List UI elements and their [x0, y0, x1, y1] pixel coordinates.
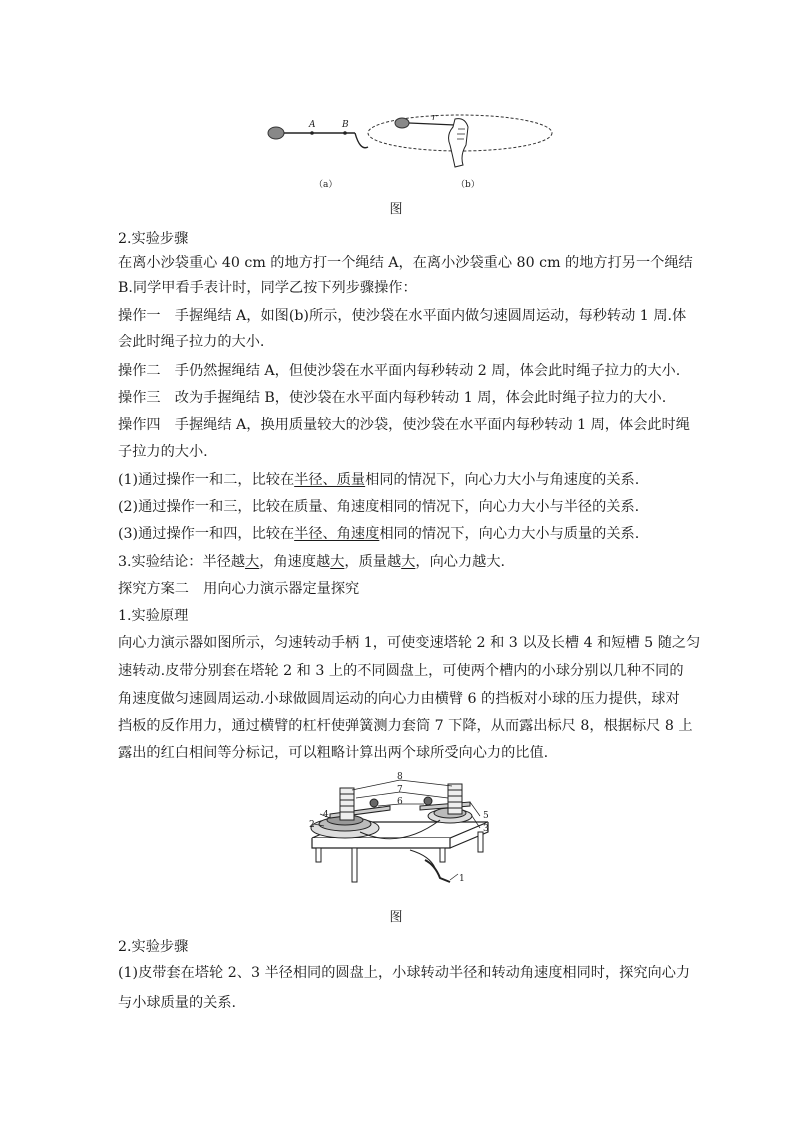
figure-sandbag-string [260, 105, 560, 195]
paragraph-line: 在离小沙袋重心 40 cm 的地方打一个绳结 A，在离小沙袋重心 80 cm 的地方打另一个绳结 [118, 255, 693, 271]
section-heading-steps: 2.实验步骤 [118, 231, 189, 247]
compare-item-3: (3)通过操作一和四，比较在半径、角速度相同的情况下，向心力大小与质量的关系. [118, 526, 640, 542]
sandbag-a [268, 127, 284, 139]
compare-item-2: (2)通过操作一和三，比较在质量、角速度相同的情况下，向心力大小与半径的关系. [118, 499, 640, 515]
label-6: 6 [397, 797, 403, 807]
paragraph-line: 角速度做匀速圆周运动.小球做圆周运动的向心力由横臂 6 的挡板对小球的压力提供，球对 [118, 691, 680, 707]
label-point-a: A [309, 120, 316, 130]
principle-heading: 1.实验原理 [118, 608, 189, 624]
paragraph-line: 操作一 手握绳结 A，如图(b)所示，使沙袋在水平面内做匀速圆周运动，每秒转动 1 周.体 [118, 308, 687, 324]
spring-sleeve-left [340, 788, 354, 820]
figure2-caption: 图 [389, 910, 403, 925]
string-tail [355, 133, 368, 148]
paragraph-line: 子拉力的大小. [118, 444, 208, 460]
conclusion: 3.实验结论：半径越大，角速度越大，质量越大，向心力越大. [118, 554, 506, 570]
sandbag-b [395, 118, 409, 128]
paragraph-line: (1)皮带套在塔轮 2、3 半径相同的圆盘上，小球转动半径和转动角速度相同时，探究向心力 [118, 965, 691, 981]
paragraph-line: 露出的红白相间等分标记，可以粗略计算出两个球所受向心力的比值. [118, 745, 549, 761]
plan2-heading: 探究方案二 用向心力演示器定量探究 [118, 581, 360, 597]
figure1-caption: 图 [389, 202, 403, 217]
label-5: 5 [483, 811, 489, 821]
radius-string [409, 123, 455, 125]
paragraph-line: 会此时绳子拉力的大小. [118, 334, 265, 350]
paragraph-line: B.同学甲看手表计时，同学乙按下列步骤操作： [118, 280, 417, 296]
hand [449, 119, 468, 167]
sub-caption-a: （a） [314, 180, 338, 190]
paragraph-line: 挡板的反作用力，通过横臂的杠杆使弹簧测力套筒 7 下降，从而露出标尺 8，根据标尺 8 上 [118, 718, 693, 734]
crank-handle [425, 860, 450, 882]
paragraph-line: 速转动.皮带分别套在塔轮 2 和 3 上的不同圆盘上，可使两个槽内的小球分别以几种不同的 [118, 663, 684, 679]
spring-sleeve-right [448, 784, 462, 814]
paragraph-line: 操作四 手握绳结 A，换用质量较大的沙袋，使沙袋在水平面内每秒转动 1 周，体会此时绳 [118, 417, 690, 433]
compare-item-1: (1)通过操作一和二，比较在半径、质量相同的情况下，向心力大小与角速度的关系. [118, 472, 640, 488]
label-4: 4 [323, 810, 329, 820]
knot-a [310, 131, 314, 135]
paragraph-line: 与小球质量的关系. [118, 995, 237, 1011]
steps-heading: 2.实验步骤 [118, 939, 189, 955]
label-1: 1 [459, 874, 465, 884]
paragraph-line: 操作二 手仍然握绳结 A，但使沙袋在水平面内每秒转动 2 周，体会此时绳子拉力的大小. [118, 363, 681, 379]
figure-centripetal-apparatus [300, 770, 500, 892]
paragraph-line: 向心力演示器如图所示，匀速转动手柄 1，可使变速塔轮 2 和 3 以及长槽 4 和短槽 5 随之匀 [118, 635, 701, 651]
paragraph-line: 操作三 改为手握绳结 B，使沙袋在水平面内每秒转动 1 周，体会此时绳子拉力的大小. [118, 390, 667, 406]
label-7: 7 [397, 785, 403, 795]
label-2: 2 [309, 820, 315, 830]
label-point-b: B [342, 120, 349, 130]
knot-b [343, 131, 347, 135]
label-3: 3 [483, 824, 489, 834]
sub-caption-b: （b） [456, 180, 480, 190]
label-r: r [432, 113, 437, 123]
long-slot [330, 806, 390, 818]
label-8: 8 [397, 772, 403, 782]
